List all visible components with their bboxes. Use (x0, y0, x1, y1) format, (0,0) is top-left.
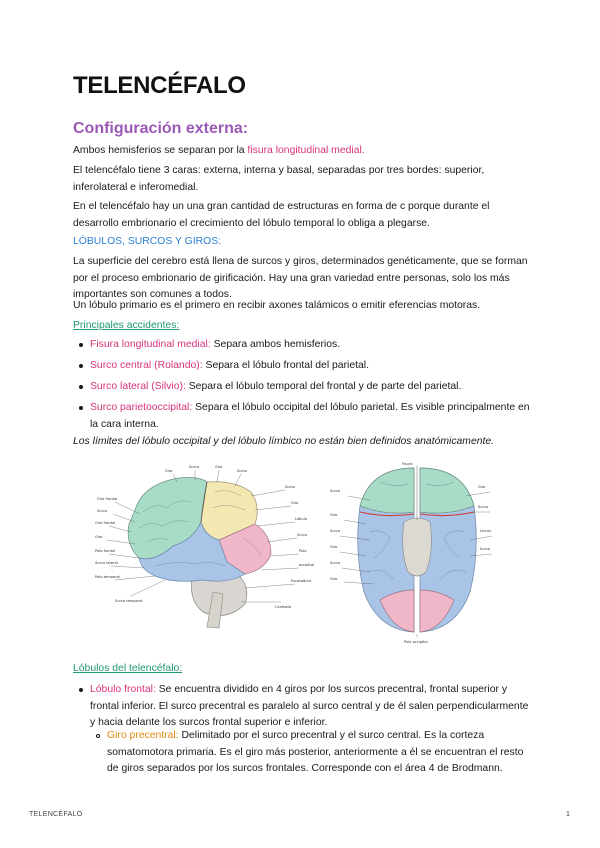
frontal-lobe-item (90, 682, 540, 732)
page-title: TELENCÉFALO (73, 72, 246, 99)
precentral-text: de giros separados por los surcos frontales. Corresponde con el área 4 de Brodmann. (107, 763, 503, 774)
svg-text:Giro: Giro (291, 501, 299, 505)
svg-text:Surco: Surco (237, 469, 248, 473)
accident-term: Surco parietooccipital: (90, 402, 193, 413)
accident-item (90, 337, 550, 354)
brain-basal-view-illustration (330, 462, 505, 647)
svg-text:Giro frontal: Giro frontal (97, 497, 118, 501)
svg-text:Surco lateral: Surco lateral (95, 561, 118, 565)
paragraph-2-line: inferolateral e inferomedial. (73, 181, 199, 193)
accident-item (90, 400, 540, 433)
frontal-text: y hacia delante los surcos frontal superior e inferior. (90, 717, 328, 728)
precentral-item (107, 728, 537, 778)
svg-text:Surco: Surco (478, 505, 489, 509)
svg-text:Surco: Surco (97, 509, 108, 513)
svg-text:Surco: Surco (297, 533, 308, 537)
bullet-dot (79, 406, 83, 410)
brain-lateral-view-illustration (95, 462, 325, 632)
accident-item (90, 379, 550, 396)
svg-text:Escotadura: Escotadura (291, 579, 312, 583)
bullet-dot (79, 385, 83, 389)
footer-title: TELENCÉFALO (29, 811, 83, 818)
paragraph-3-line: desarrollo embrionario el crecimiento del lóbulo temporal lo obliga a plegarse. (73, 217, 430, 229)
accident-term: Surco lateral (Silvio): (90, 381, 186, 392)
frontal-text: Se encuentra dividido en 4 giros por los surcos precentral, frontal superior y (155, 684, 508, 695)
frontal-text: frontal inferior. El surco precentral es paralelo al surco central y de él salen perpendicularmente (90, 700, 529, 712)
paragraph-1 (73, 143, 533, 160)
precentral-term: Giro precentral: (107, 730, 179, 741)
principal-accidents-heading: Principales accidentes: (73, 320, 180, 331)
subheading-lobulos: LÓBULOS, SURCOS Y GIROS: (73, 236, 222, 247)
accident-item (90, 358, 550, 375)
svg-text:Giro: Giro (95, 535, 103, 539)
svg-text:Polo: Polo (299, 549, 307, 553)
frontal-term: Lóbulo frontal: (90, 684, 156, 695)
svg-text:Surco temporal: Surco temporal (115, 599, 143, 603)
accident-term: Fisura longitudinal medial: (90, 339, 211, 350)
svg-text:Cerebelo: Cerebelo (275, 605, 292, 609)
paragraph-3 (73, 199, 533, 232)
paragraph-4-line: importantes son comunes a todos. (73, 289, 232, 300)
accident-term: Surco central (Rolando): (90, 360, 203, 371)
svg-text:Giro frontal: Giro frontal (95, 521, 116, 525)
italic-note: Los límites del lóbulo occipital y del lóbulo límbico no están bien definidos anatómicamente. (73, 436, 495, 447)
paragraph-3-line: En el telencéfalo hay un una gran cantidad de estructuras en forma de c porque durante el (73, 201, 490, 212)
svg-text:Polo temporal: Polo temporal (95, 575, 120, 579)
svg-text:Surco: Surco (330, 489, 341, 493)
accident-text: Separa el lóbulo frontal del parietal. (202, 360, 369, 371)
accident-text: Separa el lóbulo temporal del frontal y de parte del parietal. (185, 381, 462, 392)
svg-text:Lóbulo: Lóbulo (295, 517, 307, 521)
accident-text: la cara interna. (90, 418, 159, 430)
bullet-dot (79, 343, 83, 347)
svg-text:Giro: Giro (478, 485, 486, 489)
bullet-dot (79, 688, 83, 692)
svg-text:Giro: Giro (165, 469, 173, 473)
sub-bullet-dot (96, 734, 100, 738)
svg-text:Giro: Giro (215, 465, 223, 469)
section-heading: Configuración externa: (73, 120, 249, 137)
svg-text:Giro: Giro (330, 513, 338, 517)
svg-text:Polo occipital: Polo occipital (404, 640, 428, 644)
svg-text:Giro: Giro (330, 545, 338, 549)
svg-text:Surco: Surco (480, 547, 491, 551)
svg-text:Fisura: Fisura (402, 462, 413, 466)
paragraph-4 (73, 254, 533, 304)
precentral-text: somatomotora primaria. Es el giro más posterior, anteriormente a él se encuentran el resto (107, 746, 524, 758)
svg-text:occipital: occipital (299, 563, 315, 567)
svg-text:Surco: Surco (330, 529, 341, 533)
paragraph-2-line: El telencéfalo tiene 3 caras: externa, interna y basal, separadas por tres bordes: superior, (73, 165, 485, 176)
paragraph-2 (73, 163, 533, 196)
accident-text: Separa el lóbulo occipital del lóbulo parietal. Es visible principalmente en (192, 402, 530, 413)
svg-text:Surco: Surco (285, 485, 296, 489)
svg-text:Surco: Surco (189, 465, 200, 469)
bullet-dot (79, 364, 83, 368)
paragraph-4-line: La superficie del cerebro está llena de surcos y giros, determinados genéticamente, que se forman (73, 256, 528, 267)
fisura-link: fisura longitudinal medial. (247, 145, 365, 156)
svg-text:Uncus: Uncus (480, 529, 492, 533)
precentral-text: Delimitado por el surco precentral y el surco central. Es la corteza (178, 730, 485, 741)
svg-text:Polo frontal: Polo frontal (95, 549, 116, 553)
lobulos-heading: Lóbulos del telencéfalo: (73, 663, 183, 674)
paragraph-1-text: Ambos hemisferios se separan por la (73, 145, 248, 156)
paragraph-4-line: por el proceso embrionario de girificación. Hay una gran variedad entre personas, solo los más (73, 272, 510, 284)
paragraph-5: Un lóbulo primario es el primero en recibir axones talámicos o emitir eferencias motoras. (73, 300, 481, 311)
svg-text:Surco: Surco (330, 561, 341, 565)
svg-text:Giro: Giro (330, 577, 338, 581)
page-number: 1 (566, 811, 570, 818)
accident-text: Separa ambos hemisferios. (210, 339, 341, 350)
